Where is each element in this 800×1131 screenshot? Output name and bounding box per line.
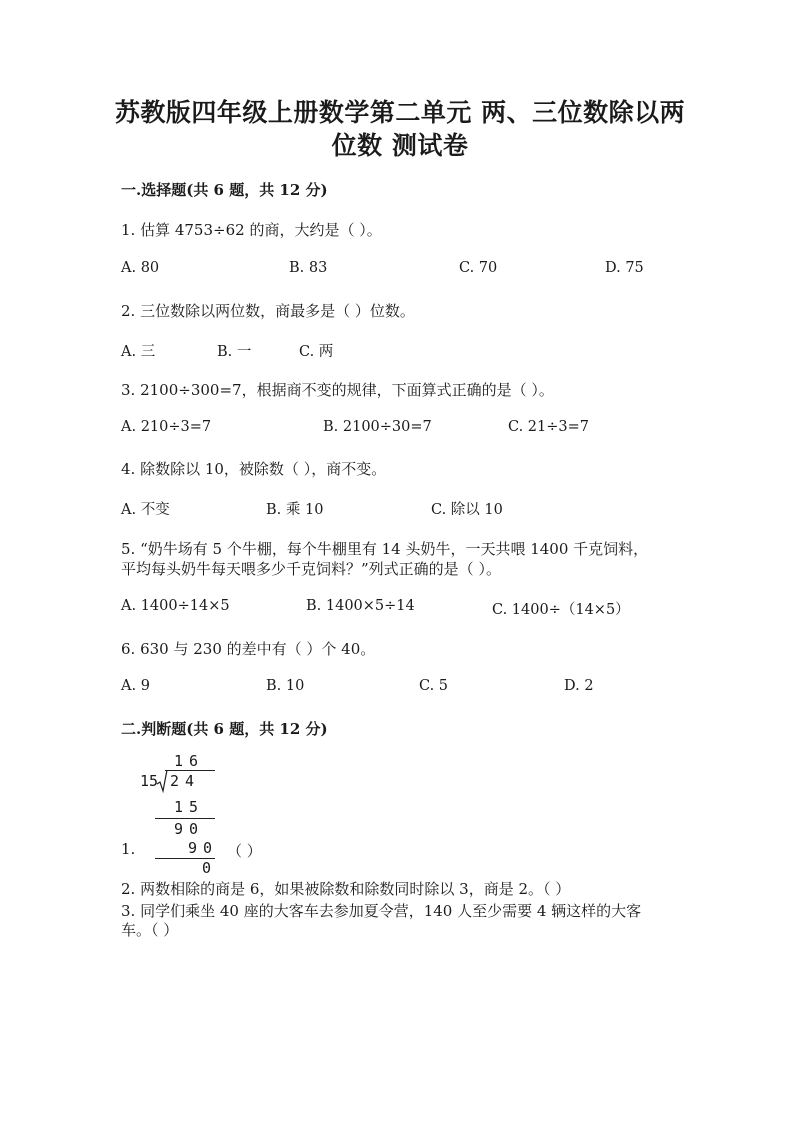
question-5-option-b[interactable]: B. 1400×5÷14 xyxy=(306,598,415,614)
question-1-option-a[interactable]: A. 80 xyxy=(121,260,160,276)
question-1-stem: 1. 估算 4753÷62 的商，大约是（ ）。 xyxy=(121,221,382,239)
division-step1: 15 xyxy=(174,798,205,816)
division-step3: 90 xyxy=(188,839,219,857)
question-3-option-c[interactable]: C. 21÷3=7 xyxy=(508,419,589,435)
question-2-option-b[interactable]: B. 一 xyxy=(217,344,252,360)
question-1-option-b[interactable]: B. 83 xyxy=(289,260,328,276)
question-6-option-a[interactable]: A. 9 xyxy=(121,678,150,694)
division-subtraction-line-1 xyxy=(155,818,215,819)
question-4-option-b[interactable]: B. 乘 10 xyxy=(266,502,324,518)
division-dividend: 24 xyxy=(170,772,201,790)
judgement-3-stem-line2: 车。（ ） xyxy=(121,921,179,939)
judgement-2-stem: 2. 两数相除的商是 6，如果被除数和除数同时除以 3，商是 2。（ ） xyxy=(121,880,571,898)
question-4-option-c[interactable]: C. 除以 10 xyxy=(431,502,503,518)
page-title-line2: 位数 测试卷 xyxy=(331,131,469,160)
question-1-option-d[interactable]: D. 75 xyxy=(605,260,644,276)
question-6-option-b[interactable]: B. 10 xyxy=(266,678,305,694)
judgement-1-answer-paren[interactable]: （ ） xyxy=(227,842,262,860)
question-2-option-c[interactable]: C. 两 xyxy=(299,344,334,360)
division-remainder: 0 xyxy=(202,859,218,877)
division-bracket xyxy=(156,769,168,793)
division-step2: 90 xyxy=(174,820,205,838)
judgement-1-number: 1. xyxy=(121,840,136,858)
question-5-stem-line1: 5. “奶牛场有 5 个牛棚，每个牛棚里有 14 头奶牛，一天共喂 1400 千克饲料， xyxy=(121,540,649,558)
question-6-option-d[interactable]: D. 2 xyxy=(564,678,594,694)
division-quotient: 16 xyxy=(174,752,205,770)
question-5-stem-line2: 平均每头奶牛每天喂多少千克饲料？”列式正确的是（ ）。 xyxy=(121,560,501,578)
question-4-stem: 4. 除数除以 10，被除数（ ），商不变。 xyxy=(121,460,387,478)
division-bar-line xyxy=(165,770,215,771)
question-2-option-a[interactable]: A. 三 xyxy=(121,344,156,360)
question-3-option-b[interactable]: B. 2100÷30=7 xyxy=(323,419,432,435)
page-title-line1: 苏教版四年级上册数学第二单元 两、三位数除以两 xyxy=(114,98,686,127)
question-6-option-c[interactable]: C. 5 xyxy=(419,678,449,694)
question-2-stem: 2. 三位数除以两位数，商最多是（ ）位数。 xyxy=(121,302,415,320)
question-3-stem: 3. 2100÷300=7，根据商不变的规律，下面算式正确的是（ ）。 xyxy=(121,381,554,399)
question-5-option-c[interactable]: C. 1400÷（14×5） xyxy=(492,602,630,618)
judgement-3-stem-line1: 3. 同学们乘坐 40 座的大客车去参加夏令营，140 人至少需要 4 辆这样的大客 xyxy=(121,902,642,920)
question-3-option-a[interactable]: A. 210÷3=7 xyxy=(121,419,212,435)
section-heading-choice: 一.选择题(共 6 题，共 12 分) xyxy=(121,181,328,199)
question-1-option-c[interactable]: C. 70 xyxy=(459,260,498,276)
division-divisor: 15 xyxy=(140,772,159,790)
question-5-option-a[interactable]: A. 1400÷14×5 xyxy=(121,598,230,614)
question-6-stem: 6. 630 与 230 的差中有（ ）个 40。 xyxy=(121,640,376,658)
section-heading-judgement: 二.判断题(共 6 题，共 12 分) xyxy=(121,720,328,738)
question-4-option-a[interactable]: A. 不变 xyxy=(121,502,170,518)
